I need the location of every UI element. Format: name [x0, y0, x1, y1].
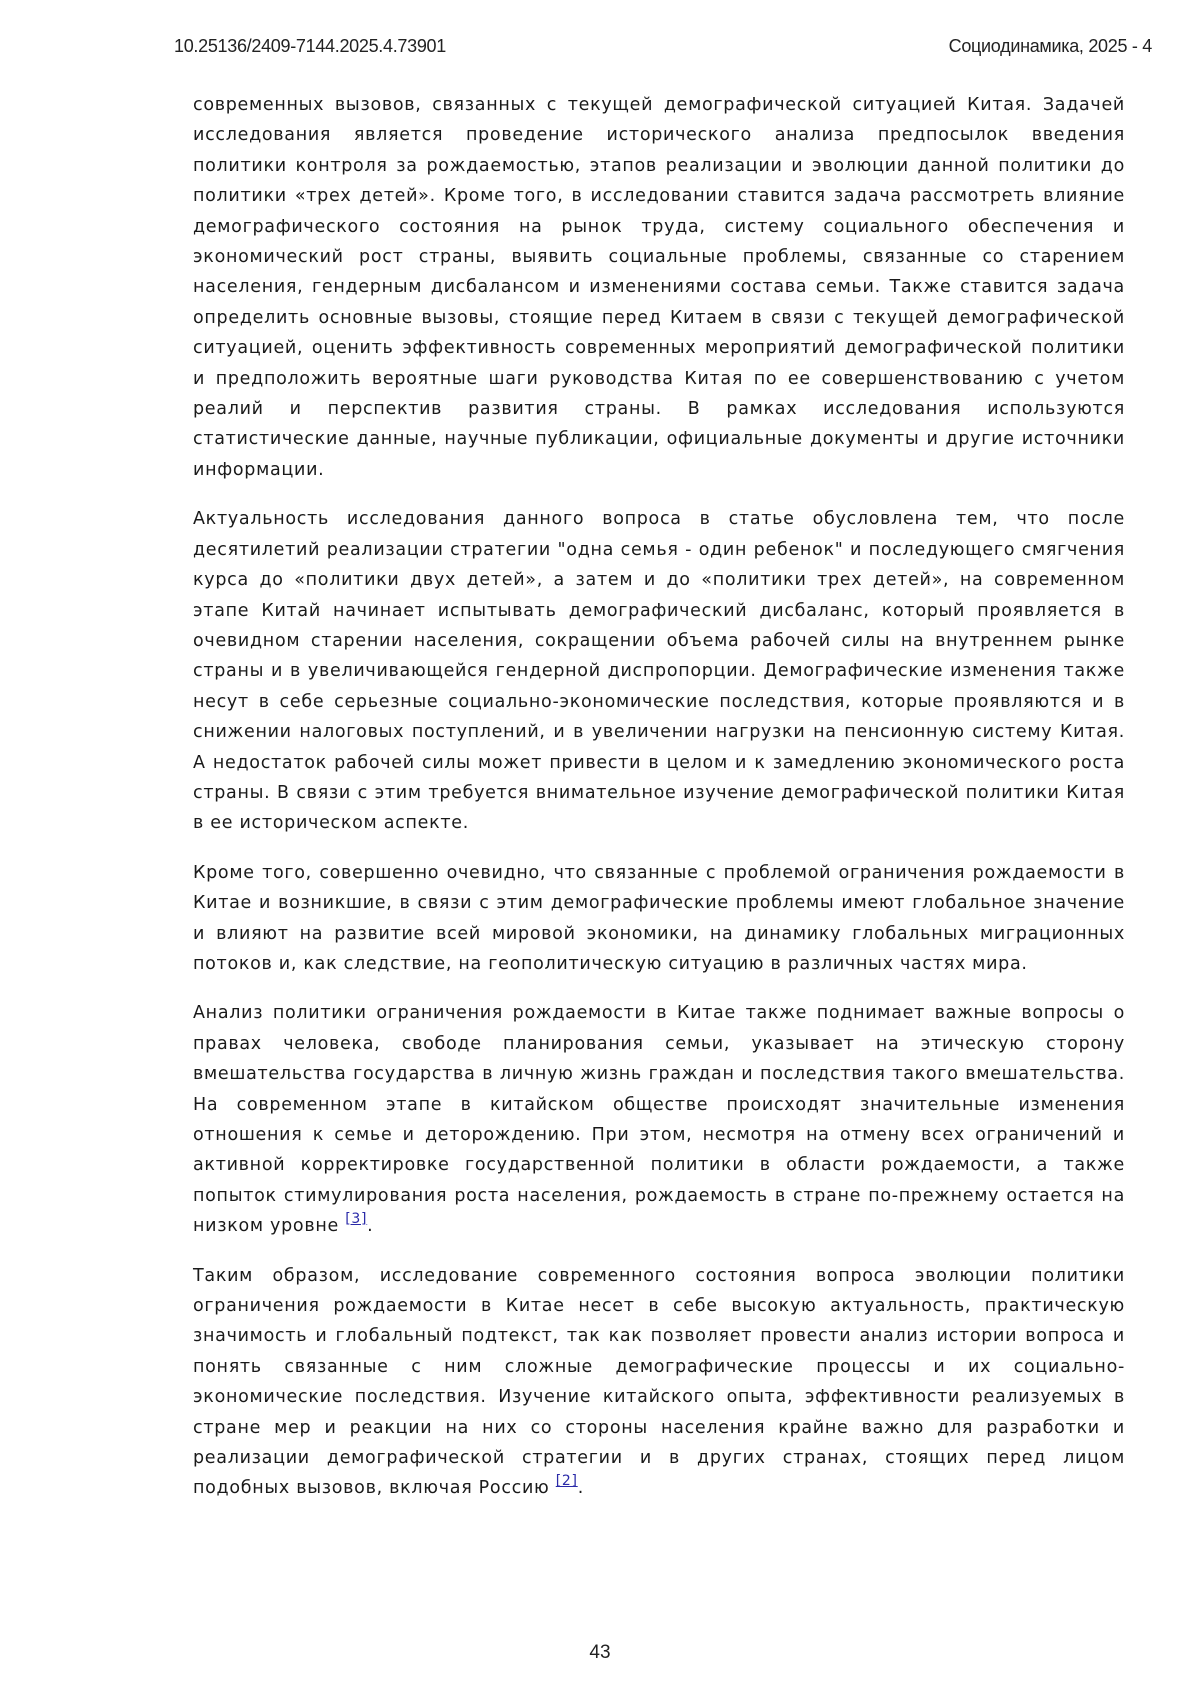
paragraph-relevance [193, 504, 1125, 838]
paragraph-tail: . [578, 1478, 584, 1498]
journal-issue-label: Социодинамика, 2025 - 4 [949, 36, 1152, 57]
paragraph-tail: . [367, 1216, 373, 1236]
doi-label: 10.25136/2409-7144.2025.4.73901 [174, 36, 446, 57]
page-number: 43 [0, 1642, 1200, 1664]
page-header [174, 36, 1152, 62]
article-body [193, 90, 1125, 1523]
paragraph-text: Актуальность исследования данного вопроса в статье обусловлена тем, что после десятилетий реализации стратегии "одна семья - один ребенок" и последующего смягчения курса до «политики двух детей», а затем и до «политики трех детей», на современном этапе Китай начинает испытывать демографический дисбаланс, который проявляется в очевидном старении населения, сокращении объема рабочей силы на внутреннем рынке страны и в увеличивающейся гендерной диспропорции. Демографические изменения также несут в себе серьезные социально-экономические последствия, которые проявляются и в снижении налоговых поступлений, и в увеличении нагрузки на пенсионную систему Китая. А недостаток рабочей силы может привести в целом и к замедлению экономического роста страны. В связи с этим требуется внимательное изучение демографической политики Китая в ее историческом аспекте. [193, 509, 1125, 833]
reference-link-3[interactable]: [3] [345, 1211, 367, 1227]
paragraph-text: современных вызовов, связанных с текущей демографической ситуацией Китая. Задачей исследования является проведение исторического анализа предпосылок введения политики контроля за рождаемостью, этапов реализации и эволюции данной политики до политики «трех детей». Кроме того, в исследовании ставится задача рассмотреть влияние демографического состояния на рынок труда, систему социального обеспечения и экономический рост страны, выявить социальные проблемы, связанные со старением населения, гендерным дисбалансом и изменениями состава семьи. Также ставится задача определить основные вызовы, стоящие перед Китаем в связи с текущей демографической ситуацией, оценить эффективность современных мероприятий демографической политики и предположить вероятные шаги руководства Китая по ее совершенствованию с учетом реалий и перспектив развития страны. В рамках исследования используются статистические данные, научные публикации, официальные документы и другие источники информации. [193, 95, 1125, 480]
reference-link-2[interactable]: [2] [556, 1473, 578, 1489]
paragraph-text: Кроме того, совершенно очевидно, что связанные с проблемой ограничения рождаемости в Китае и возникшие, в связи с этим демографические проблемы имеют глобальное значение и влияют на развитие всей мировой экономики, на динамику глобальных миграционных потоков и, как следствие, на геополитическую ситуацию в различных частях мира. [193, 863, 1125, 974]
paragraph-text: Анализ политики ограничения рождаемости в Китае также поднимает важные вопросы о правах человека, свободе планирования семьи, указывает на этическую сторону вмешательства государства в личную жизнь граждан и последствия такого вмешательства. На современном этапе в китайском обществе происходят значительные изменения отношения к семье и деторождению. При этом, несмотря на отмену всех ограничений и активной корректировке государственной политики в области рождаемости, а также попыток стимулирования роста населения, рождаемость в стране по-прежнему остается на низком уровне [193, 1003, 1125, 1236]
paragraph-conclusion [193, 1261, 1125, 1504]
paragraph-objectives [193, 90, 1125, 485]
paragraph-human-rights [193, 998, 1125, 1241]
paragraph-text: Таким образом, исследование современного состояния вопроса эволюции политики ограничения рождаемости в Китае несет в себе высокую актуальность, практическую значимость и глобальный подтекст, так как позволяет провести анализ истории вопроса и понять связанные с ним сложные демографические процессы и их социально-экономические последствия. Изучение китайского опыта, эффективности реализуемых в стране мер и реакции на них со стороны населения крайне важно для разработки и реализации демографической стратегии и в других странах, стоящих перед лицом подобных вызовов, включая Россию [193, 1266, 1125, 1499]
paragraph-global-significance [193, 858, 1125, 980]
